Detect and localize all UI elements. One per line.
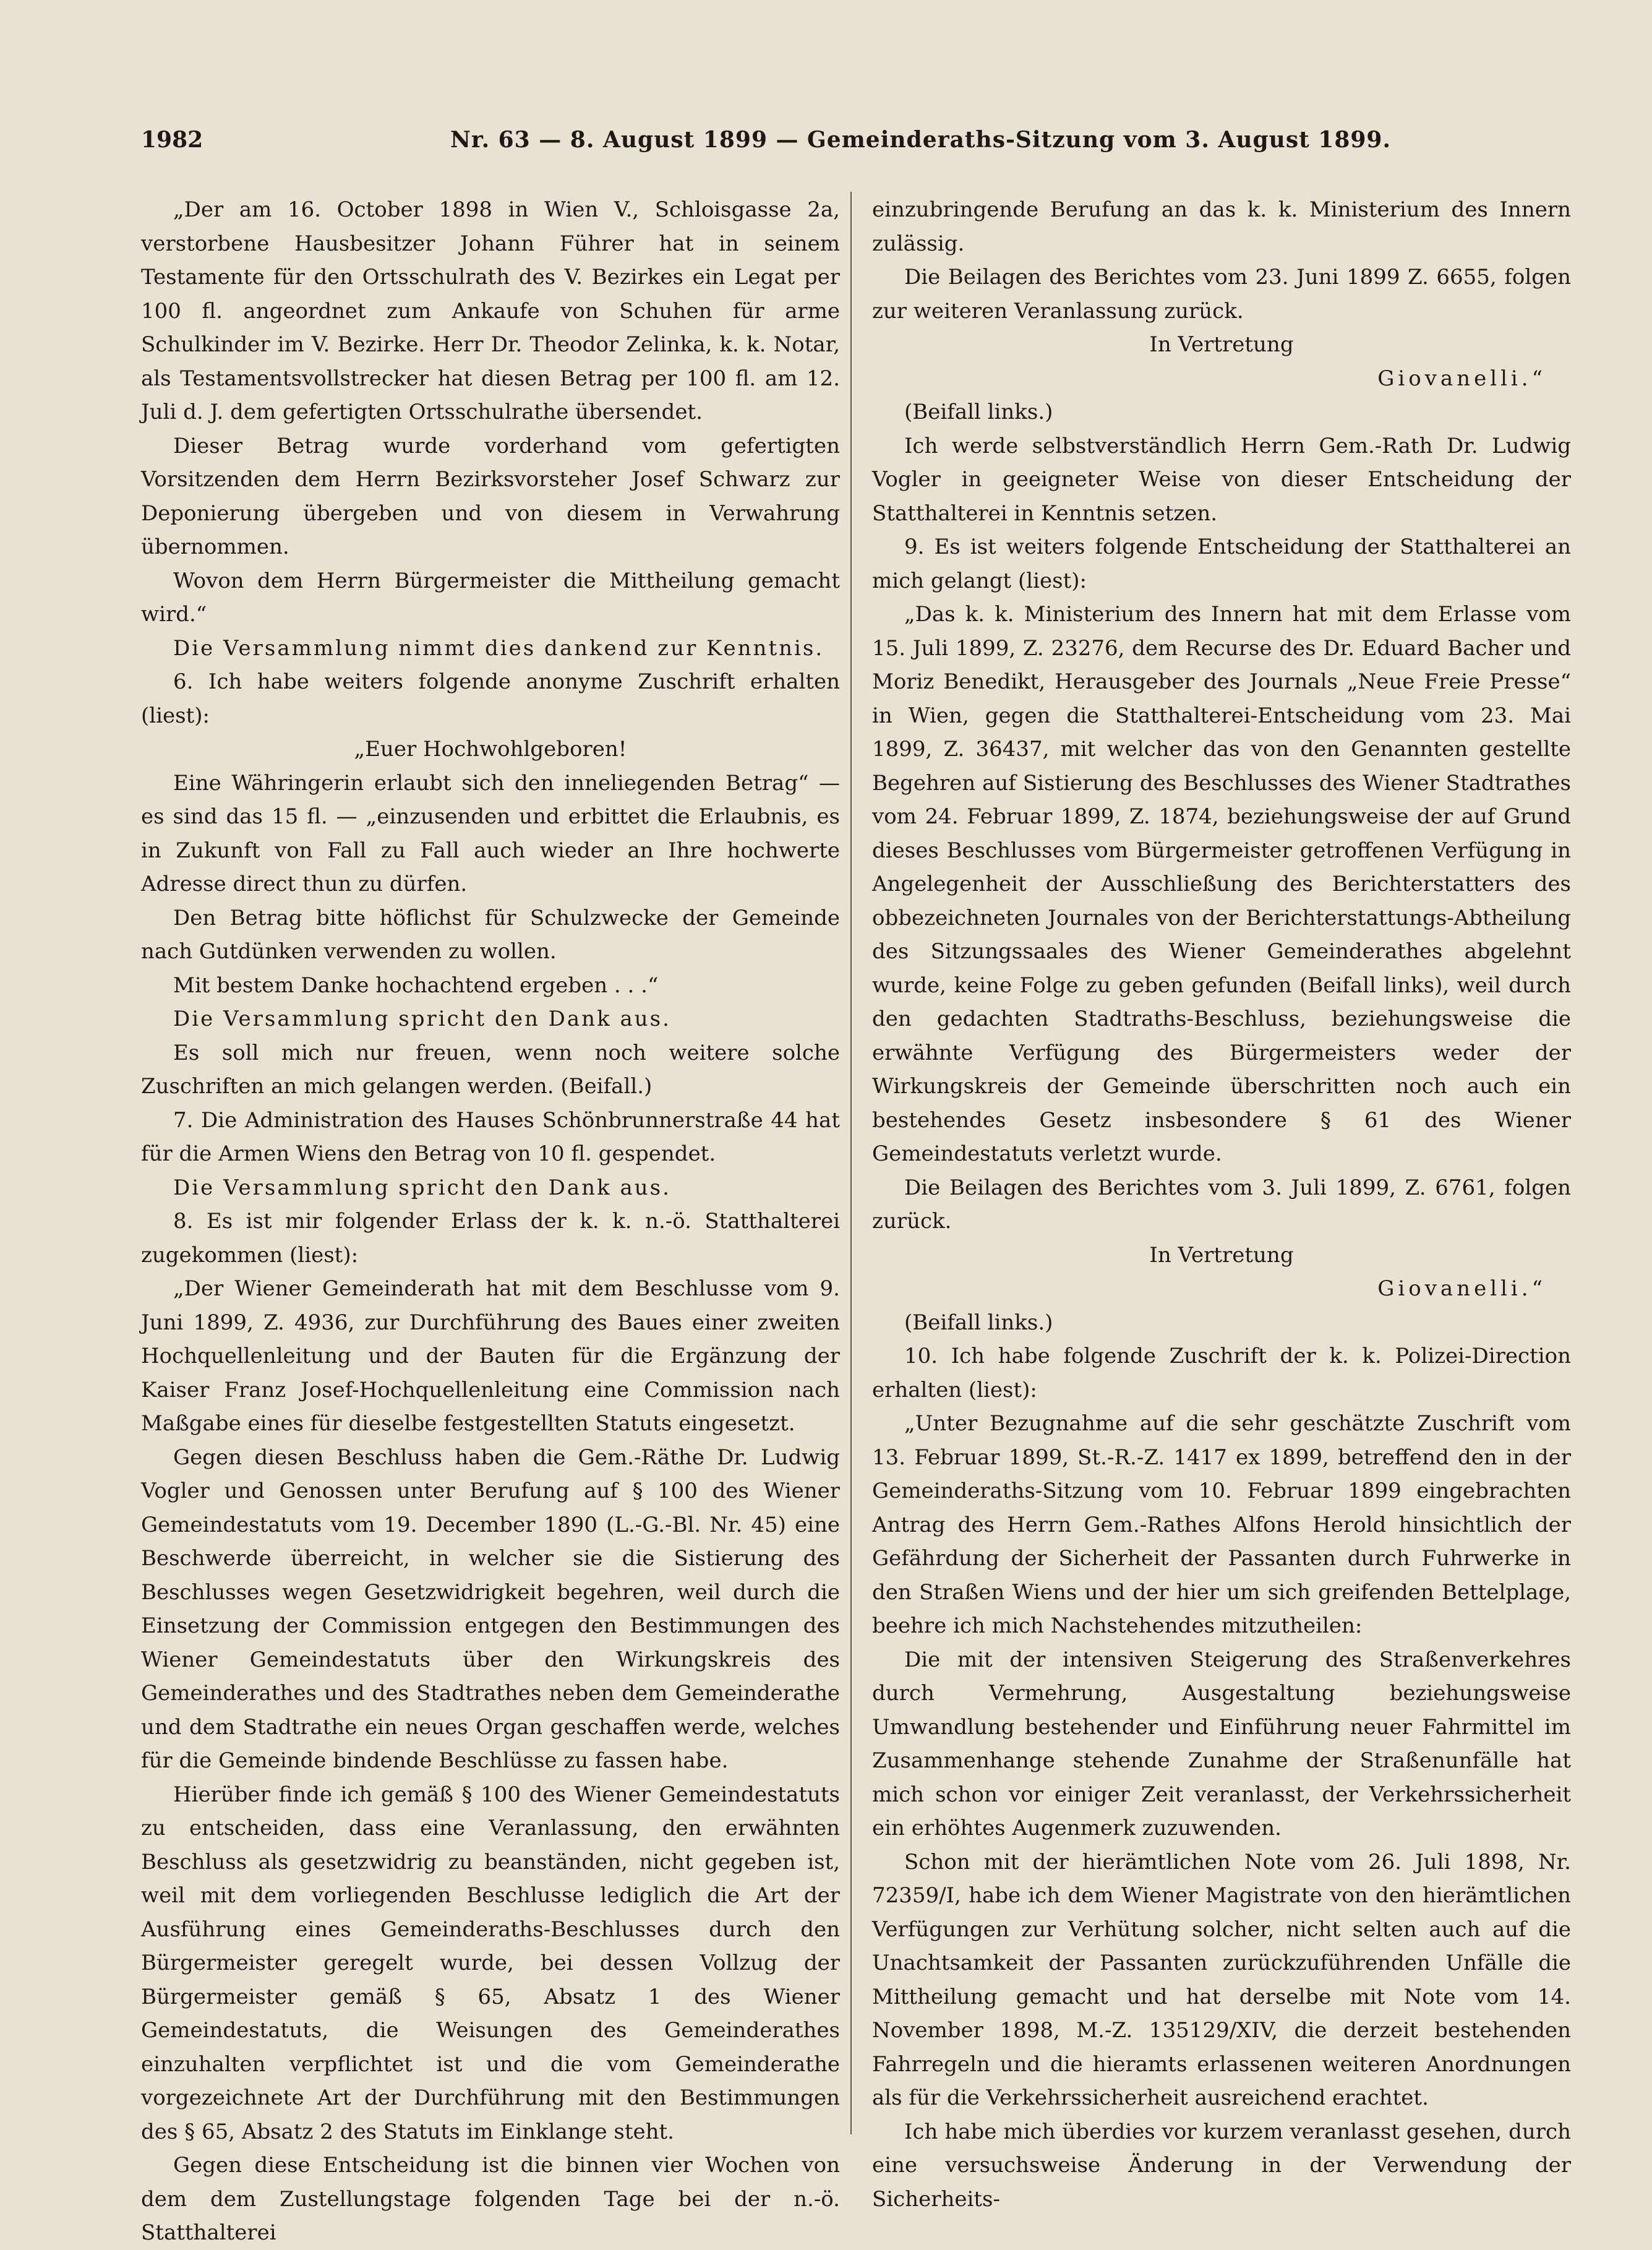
paragraph: „Unter Bezugnahme auf die sehr geschätzte Zuschrift vom 13. Februar 1899, St.-R.-Z. 1417 ex 1899, betreffend den in der Gemeinderaths-Sitzung vom 10. Februar 1899 eingebrachten Antrag des Herrn Gem.-Rathes Alfons Herold hinsichtlich der Gefährdung der Sicherheit der Passanten durch Fuhrwerke in den Straßen Wiens und der hier um sich greifenden Bettelplage, beehre ich mich Nachstehendes mitzutheilen: <box>872 1411 1571 1638</box>
page-number: 1982 <box>141 127 203 153</box>
salutation: „Euer Hochwohlgeboren! <box>354 737 627 762</box>
paragraph: Hierüber finde ich gemäß § 100 des Wiener Gemeindestatuts zu entscheiden, dass eine Veranlassung, den erwähnten Beschluss als gesetzwidrig zu beanständen, nicht gegeben ist, weil mit dem vorliegenden Beschlusse lediglich die Art der Ausführung eines Gemeinderaths-Beschlusses durch den Bürgermeister geregelt wurde, bei dessen Vollzug der Bürgermeister gemäß § 65, Absatz 1 des Wiener Gemeindestatuts, die Weisungen des Gemeinderathes einzuhalten verpflichtet ist und die vom Gemeinderathe vorgezeichnete Art der Durchführung mit den Bestimmungen des § 65, Absatz 2 des Statuts im Einklange steht. <box>141 1782 840 2144</box>
paragraph: Gegen diese Entscheidung ist die binnen vier Wochen von dem dem Zustellungstage folgenden Tage bei der n.-ö. Statthalterei <box>141 2153 840 2245</box>
paragraph: Mit bestem Danke hochachtend ergeben . . .“ <box>173 973 659 998</box>
paragraph: Es soll mich nur freuen, wenn noch weitere solche Zuschriften an mich gelangen werden. (Beifall.) <box>141 1040 840 1099</box>
left-column <box>141 193 840 2250</box>
paragraph: einzubringende Berufung an das k. k. Ministerium des Innern zulässig. <box>872 197 1571 256</box>
paragraph: „Der Wiener Gemeinderath hat mit dem Beschlusse vom 9. Juni 1899, Z. 4936, zur Durchführung des Baues einer zweiten Hochquellenleitung und der Bauten für die Ergänzung der Kaiser Franz Josef-Hochquellenleitung eine Commission nach Maßgabe eines für dieselbe festgestellten Statuts eingesetzt. <box>141 1276 840 1436</box>
signature-line: In Vertretung <box>1149 332 1294 357</box>
paragraph: Eine Währingerin erlaubt sich den inneliegenden Betrag“ — es sind das 15 fl. — „einzusenden und erbittet die Erlaubnis, es in Zukunft von Fall zu Fall auch wieder an Ihre hochwerte Adresse direct thun zu dürfen. <box>141 770 840 896</box>
applause-note: (Beifall links.) <box>904 400 1053 424</box>
paragraph: Die Versammlung nimmt dies dankend zur Kenntnis. <box>173 635 824 661</box>
paragraph: 6. Ich habe weiters folgende anonyme Zuschrift erhalten (liest): <box>141 669 840 728</box>
paragraph: Die Versammlung spricht den Dank aus. <box>173 1175 671 1200</box>
header-title: Nr. 63 — 8. August 1899 — Gemeinderaths-Sitzung vom 3. August 1899. <box>450 127 1392 153</box>
paragraph: Die Versammlung spricht den Dank aus. <box>173 1007 671 1031</box>
paragraph: Dieser Betrag wurde vorderhand vom gefertigten Vorsitzenden dem Herrn Bezirksvorsteher Josef Schwarz zur Deponierung übergeben und von diesem in Verwahrung übernommen. <box>141 433 840 559</box>
right-column <box>872 193 1571 2216</box>
paragraph: Die mit der intensiven Steigerung des Straßenverkehres durch Vermehrung, Ausgestaltung beziehungsweise Umwandlung bestehender und Einführung neuer Fahrmittel im Zusammenhange stehende Zunahme der Straßenunfälle hat mich schon vor einiger Zeit veranlasst, der Verkehrssicherheit ein erhöhtes Augenmerk zuzuwenden. <box>872 1647 1571 1840</box>
paragraph: 7. Die Administration des Hauses Schönbrunnerstraße 44 hat für die Armen Wiens den Betrag von 10 fl. gespendet. <box>141 1107 840 1166</box>
signature-line: In Vertretung <box>1149 1242 1294 1268</box>
paragraph: Gegen diesen Beschluss haben die Gem.-Räthe Dr. Ludwig Vogler und Genossen unter Berufung auf § 100 des Wiener Gemeindestatuts vom 19. December 1890 (L.-G.-Bl. Nr. 45) eine Beschwerde überreicht, in welcher sie die Sistierung des Beschlusses wegen Gesetzwidrigkeit begehren, weil durch die Einsetzung der Commission entgegen den Bestimmungen des Wiener Gemeindestatuts über den Wirkungskreis des Gemeinderathes und des Stadtrathes neben dem Gemeinderathe und dem Stadtrathe ein neues Organ geschaffen werde, welches für die Gemeinde bindende Beschlüsse zu fassen habe. <box>141 1445 840 1773</box>
applause-note: (Beifall links.) <box>904 1310 1053 1335</box>
paragraph: Wovon dem Herrn Bürgermeister die Mittheilung gemacht wird.“ <box>141 568 840 627</box>
paragraph: Die Beilagen des Berichtes vom 3. Juli 1899, Z. 6761, folgen zurück. <box>872 1175 1571 1234</box>
paragraph: Die Beilagen des Berichtes vom 23. Juni 1899 Z. 6655, folgen zur weiteren Veranlassung zurück. <box>872 265 1571 324</box>
signature-name: Giovanelli.“ <box>1377 366 1546 391</box>
paragraph: „Das k. k. Ministerium des Innern hat mit dem Erlasse vom 15. Juli 1899, Z. 23276, dem Recurse des Dr. Eduard Bacher und Moriz Benedikt, Herausgeber des Journals „Neue Freie Presse“ in Wien, gegen die Statthalterei-Entscheidung vom 23. Mai 1899, Z. 36437, mit welcher das von den Genannten gestellte Begehren auf Sistierung des Beschlusses des Wiener Stadtrathes vom 24. Februar 1899, Z. 1874, beziehungsweise der auf Grund dieses Beschlusses vom Bürgermeister getroffenen Verfügung in Angelegenheit der Ausschließung des Berichterstatters des obbezeichneten Journales von der Berichterstattungs-Abtheilung des Sitzungssaales des Wiener Gemeinderathes abgelehnt wurde, keine Folge zu geben gefunden (Beifall links), weil durch den gedachten Stadtraths-Beschluss, beziehungsweise die erwähnte Verfügung des Bürgermeisters weder der Wirkungskreis der Gemeinde überschritten noch auch ein bestehendes Gesetz insbesondere § 61 des Wiener Gemeindestatuts verletzt wurde. <box>872 602 1571 1166</box>
paragraph: 10. Ich habe folgende Zuschrift der k. k. Polizei-Direction erhalten (liest): <box>872 1344 1571 1402</box>
paragraph: Ich habe mich überdies vor kurzem veranlasst gesehen, durch eine versuchsweise Änderung in der Verwendung der Sicherheits- <box>872 2119 1571 2212</box>
paragraph: 8. Es ist mir folgender Erlass der k. k. n.-ö. Statthalterei zugekommen (liest): <box>141 1209 840 1268</box>
paragraph: Den Betrag bitte höflichst für Schulzwecke der Gemeinde nach Gutdünken verwenden zu wollen. <box>141 905 840 964</box>
paragraph: Ich werde selbstverständlich Herrn Gem.-Rath Dr. Ludwig Vogler in geeigneter Weise von dieser Entscheidung der Statthalterei in Kenntnis setzen. <box>872 433 1571 526</box>
paragraph: „Der am 16. October 1898 in Wien V., Schloisgasse 2a, verstorbene Hausbesitzer Johann Führer hat in seinem Testamente für den Ortsschulrath des V. Bezirkes ein Legat per 100 fl. angeordnet zum Ankaufe von Schuhen für arme Schulkinder im V. Bezirke. Herr Dr. Theodor Zelinka, k. k. Notar, als Testamentsvollstrecker hat diesen Betrag per 100 fl. am 12. Juli d. J. dem gefertigten Ortsschulrathe übersendet. <box>141 197 840 424</box>
column-divider <box>850 192 852 2134</box>
signature-name: Giovanelli.“ <box>1377 1276 1546 1301</box>
paragraph: 9. Es ist weiters folgende Entscheidung der Statthalterei an mich gelangt (liest): <box>872 535 1571 593</box>
paragraph: Schon mit der hierämtlichen Note vom 26. Juli 1898, Nr. 72359/I, habe ich dem Wiener Magistrate von den hierämtlichen Verfügungen zur Verhütung solcher, nicht selten auch auf die Unachtsamkeit der Passanten zurückzuführenden Unfälle die Mittheilung gemacht und hat derselbe mit Note vom 14. November 1898, M.-Z. 135129/XIV, die derzeit bestehenden Fahrregeln und die hieramts erlassenen weiteren Anordnungen als für die Verkehrssicherheit ausreichend erachtet. <box>872 1849 1571 2110</box>
page-header <box>141 121 1392 158</box>
